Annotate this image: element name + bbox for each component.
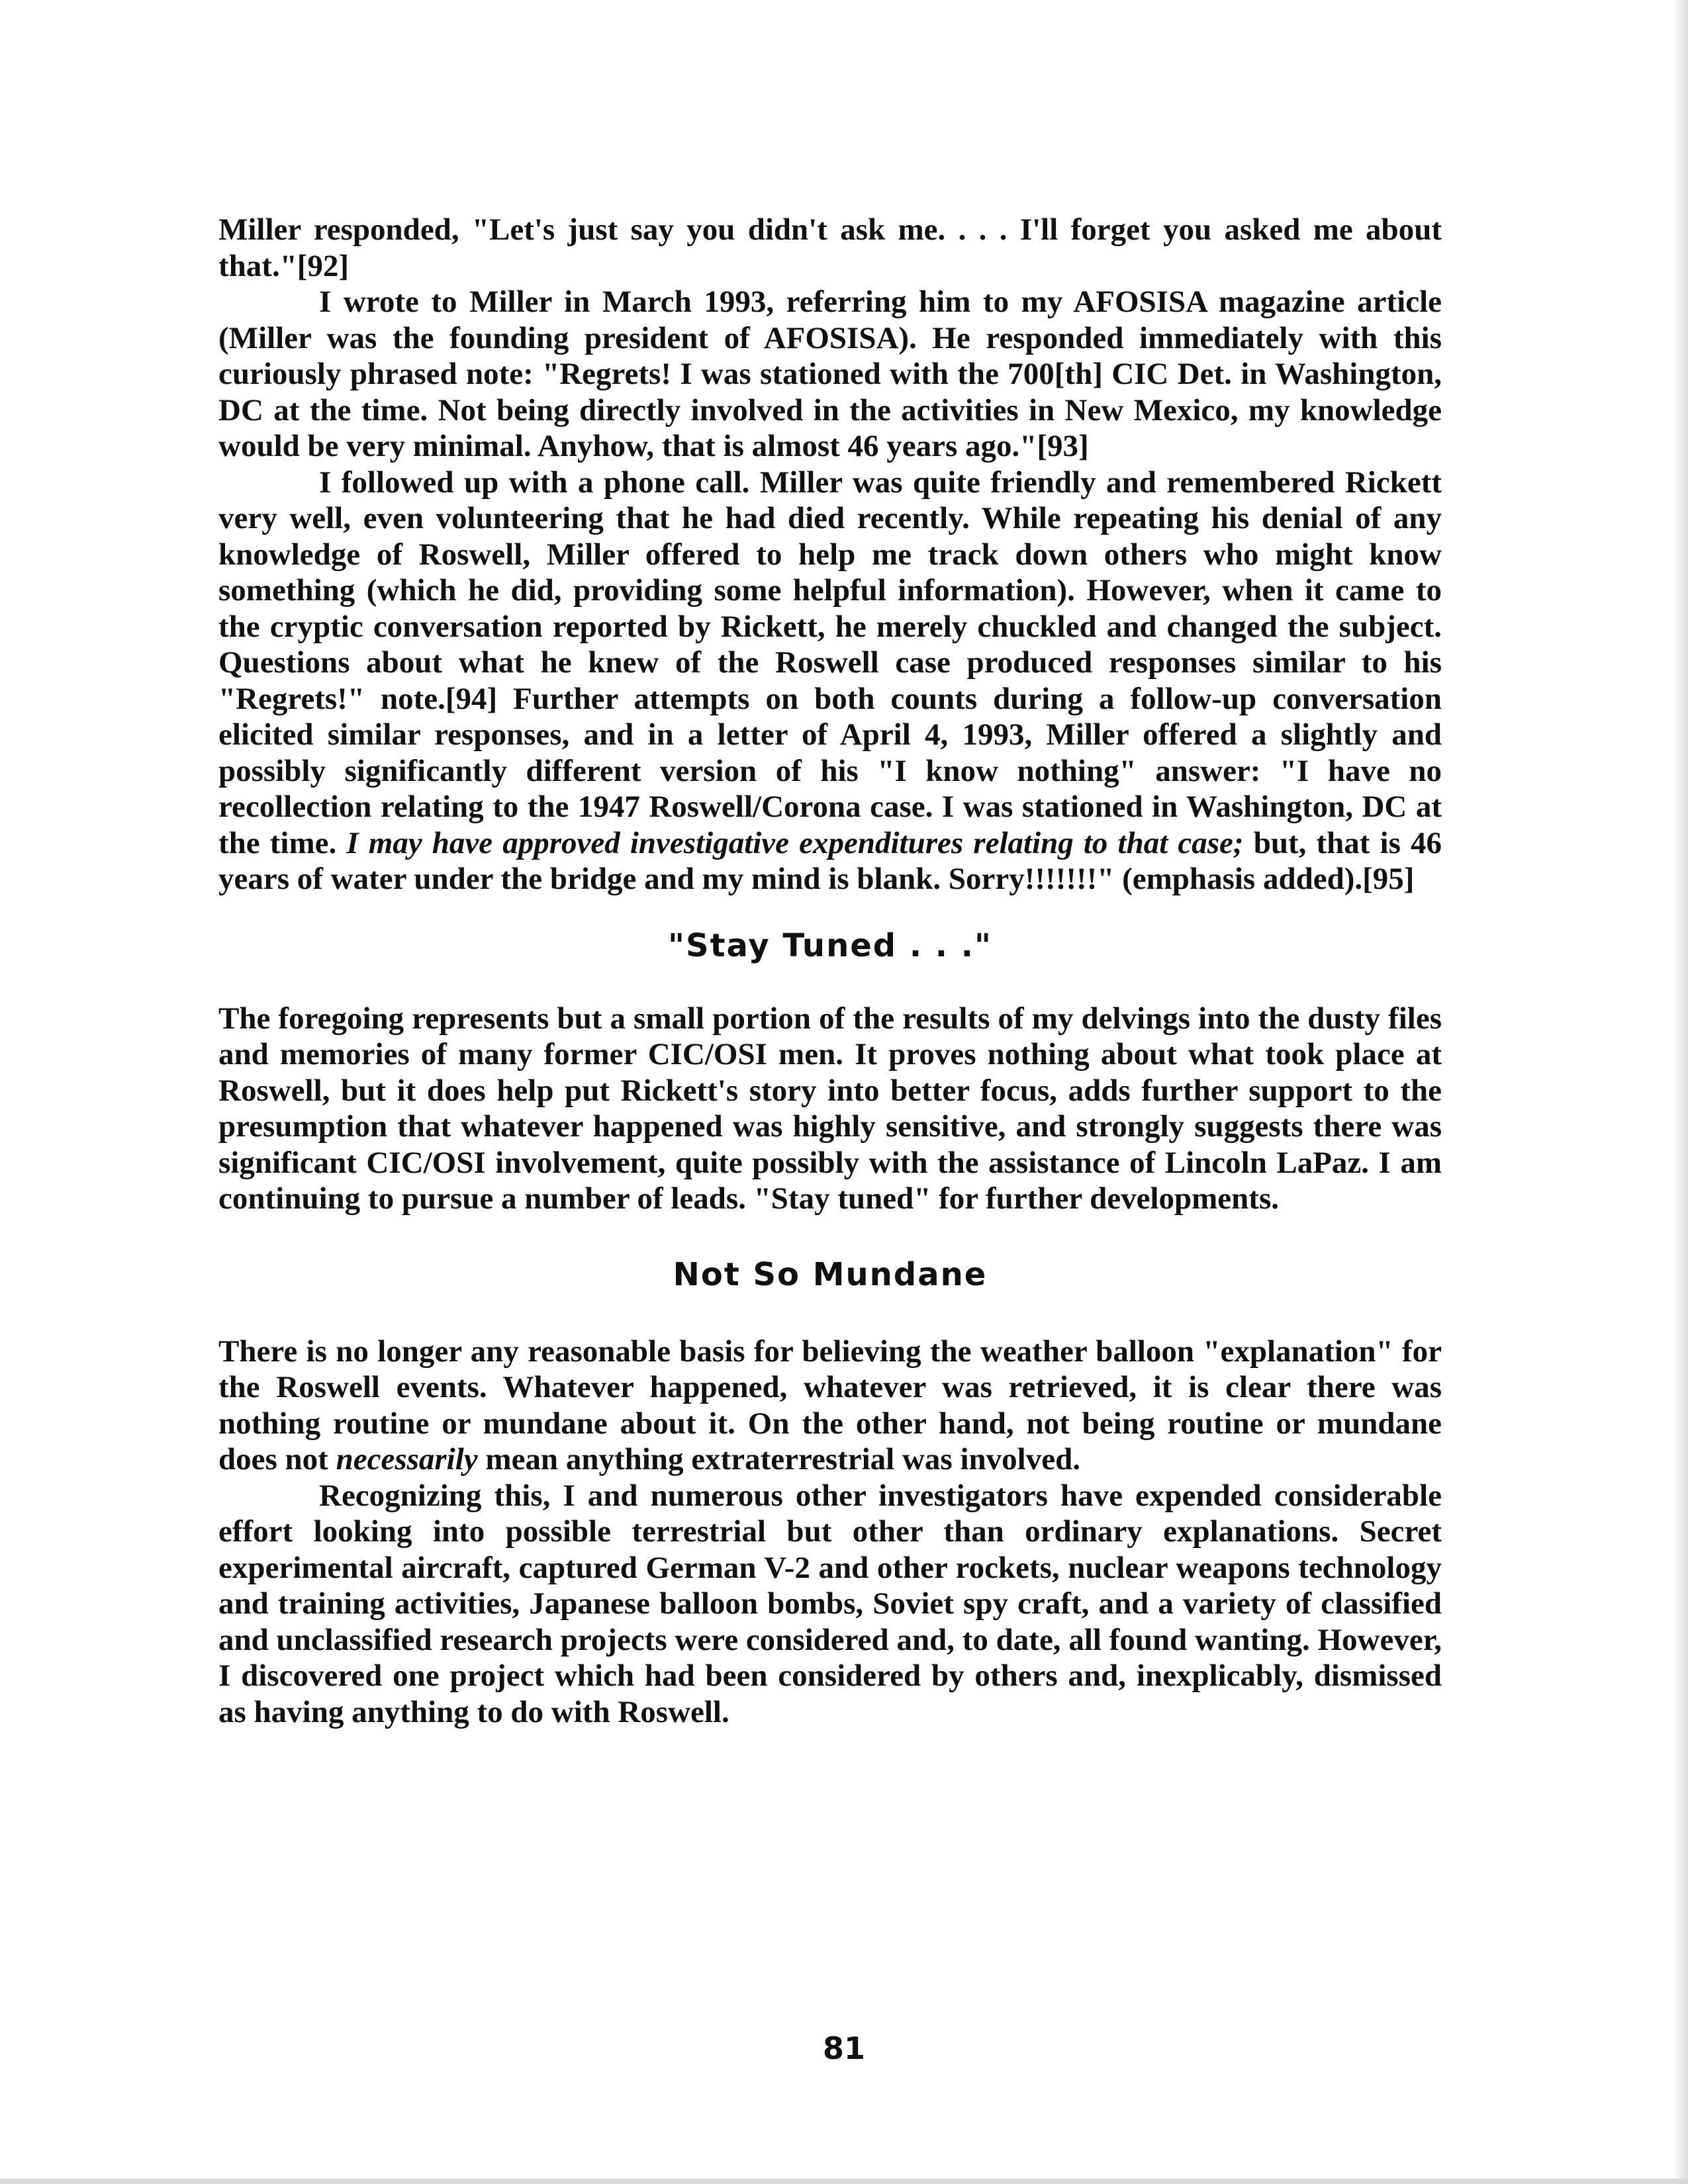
there-is-text-end: mean anything extraterrestrial was involved. xyxy=(477,1442,1080,1477)
page-bottom-edge xyxy=(0,2179,1688,2184)
phone-call-emphasis: I may have approved investigative expenditures relating to that case; xyxy=(346,825,1244,860)
paragraph-miller-response: Miller responded, "Let's just say you didn't ask me. . . . I'll forget you asked me about that."[92] xyxy=(218,212,1442,283)
paragraph-foregoing xyxy=(218,1001,1442,1217)
heading-stay-tuned: "Stay Tuned . . ." xyxy=(667,927,992,964)
phone-call-text-end: but, that is 46 years of water under the bridge and my mind is blank. Sorry!!!!!!!" (emphasis added).[95] xyxy=(218,825,1442,896)
there-is-text: no longer any reasonable basis for believing the weather balloon "explanation" for the Roswell events. Whatever happened, whatever was retrieved, it is clear there was nothing routine or mundane about it. On the other hand, not being routine or mundane does not xyxy=(218,1334,1442,1477)
page-number: 81 xyxy=(822,2030,865,2066)
necessarily-emphasis: necessarily xyxy=(336,1442,478,1477)
page-edge-shadow xyxy=(1673,0,1688,2184)
lead-in-foregoing: The foregoing xyxy=(218,1001,404,1036)
phone-call-text: I followed up with a phone call. Miller was quite friendly and remembered Rickett very well, even volunteering that he had died recently. While repeating his denial of any knowledge of Roswell, Miller offered to help me track down others who might know something (which he did, providing some helpful information). However, when it came to the cryptic conversation reported by Rickett, he merely chuckled and changed the subject. Questions about what he knew of the Roswell case produced responses similar to his "Regrets!" note.[94] Further attempts on both counts during a follow-up conversation elicited similar responses, and in a letter of April 4, 1993, Miller offered a slightly and possibly significantly different version of his "I know nothing" answer: "I have no recollection relating to the 1947 Roswell/Corona case. I was stationed in Washington, DC at the time. xyxy=(218,465,1442,860)
paragraph-recognizing: Recognizing this, I and numerous other investigators have expended considerable effort looking into possible terrestrial but other than ordinary explanations. Secret experimental aircraft, captured German V-2 and other rockets, nuclear weapons technology and training activities, Japanese balloon bombs, Soviet spy craft, and a variety of classified and unclassified research projects were considered and, to date, all found wanting. However, I discovered one project which had been considered by others and, inexplicably, dismissed as having anything to do with Roswell. xyxy=(218,1478,1442,1729)
paragraph-there-is xyxy=(218,1334,1442,1478)
lead-in-there-is: There is xyxy=(218,1334,327,1369)
heading-not-so-mundane: Not So Mundane xyxy=(673,1255,988,1293)
paragraph-wrote-to-miller: I wrote to Miller in March 1993, referring him to my AFOSISA magazine article (Miller was the founding president of AFOSISA). He responded immediately with this curiously phrased note: "Regrets! I was stationed with the 700[th] CIC Det. in Washington, DC at the time. Not being directly involved in the activities in New Mexico, my knowledge would be very minimal. Anyhow, that is almost 46 years ago."[93] xyxy=(218,285,1442,463)
body-text xyxy=(218,212,1442,1730)
foregoing-text: represents but a small portion of the results of my delvings into the dusty files and memories of many former CIC/OSI men. It proves nothing about what took place at Roswell, but it does help put Rickett's story into better focus, adds further support to the presumption that whatever happened was highly sensitive, and strongly suggests there was significant CIC/OSI involvement, quite possibly with the assistance of Lincoln LaPaz. I am continuing to pursue a number of leads. "Stay tuned" for further developments. xyxy=(218,1001,1442,1216)
paragraph-phone-call xyxy=(218,465,1442,897)
